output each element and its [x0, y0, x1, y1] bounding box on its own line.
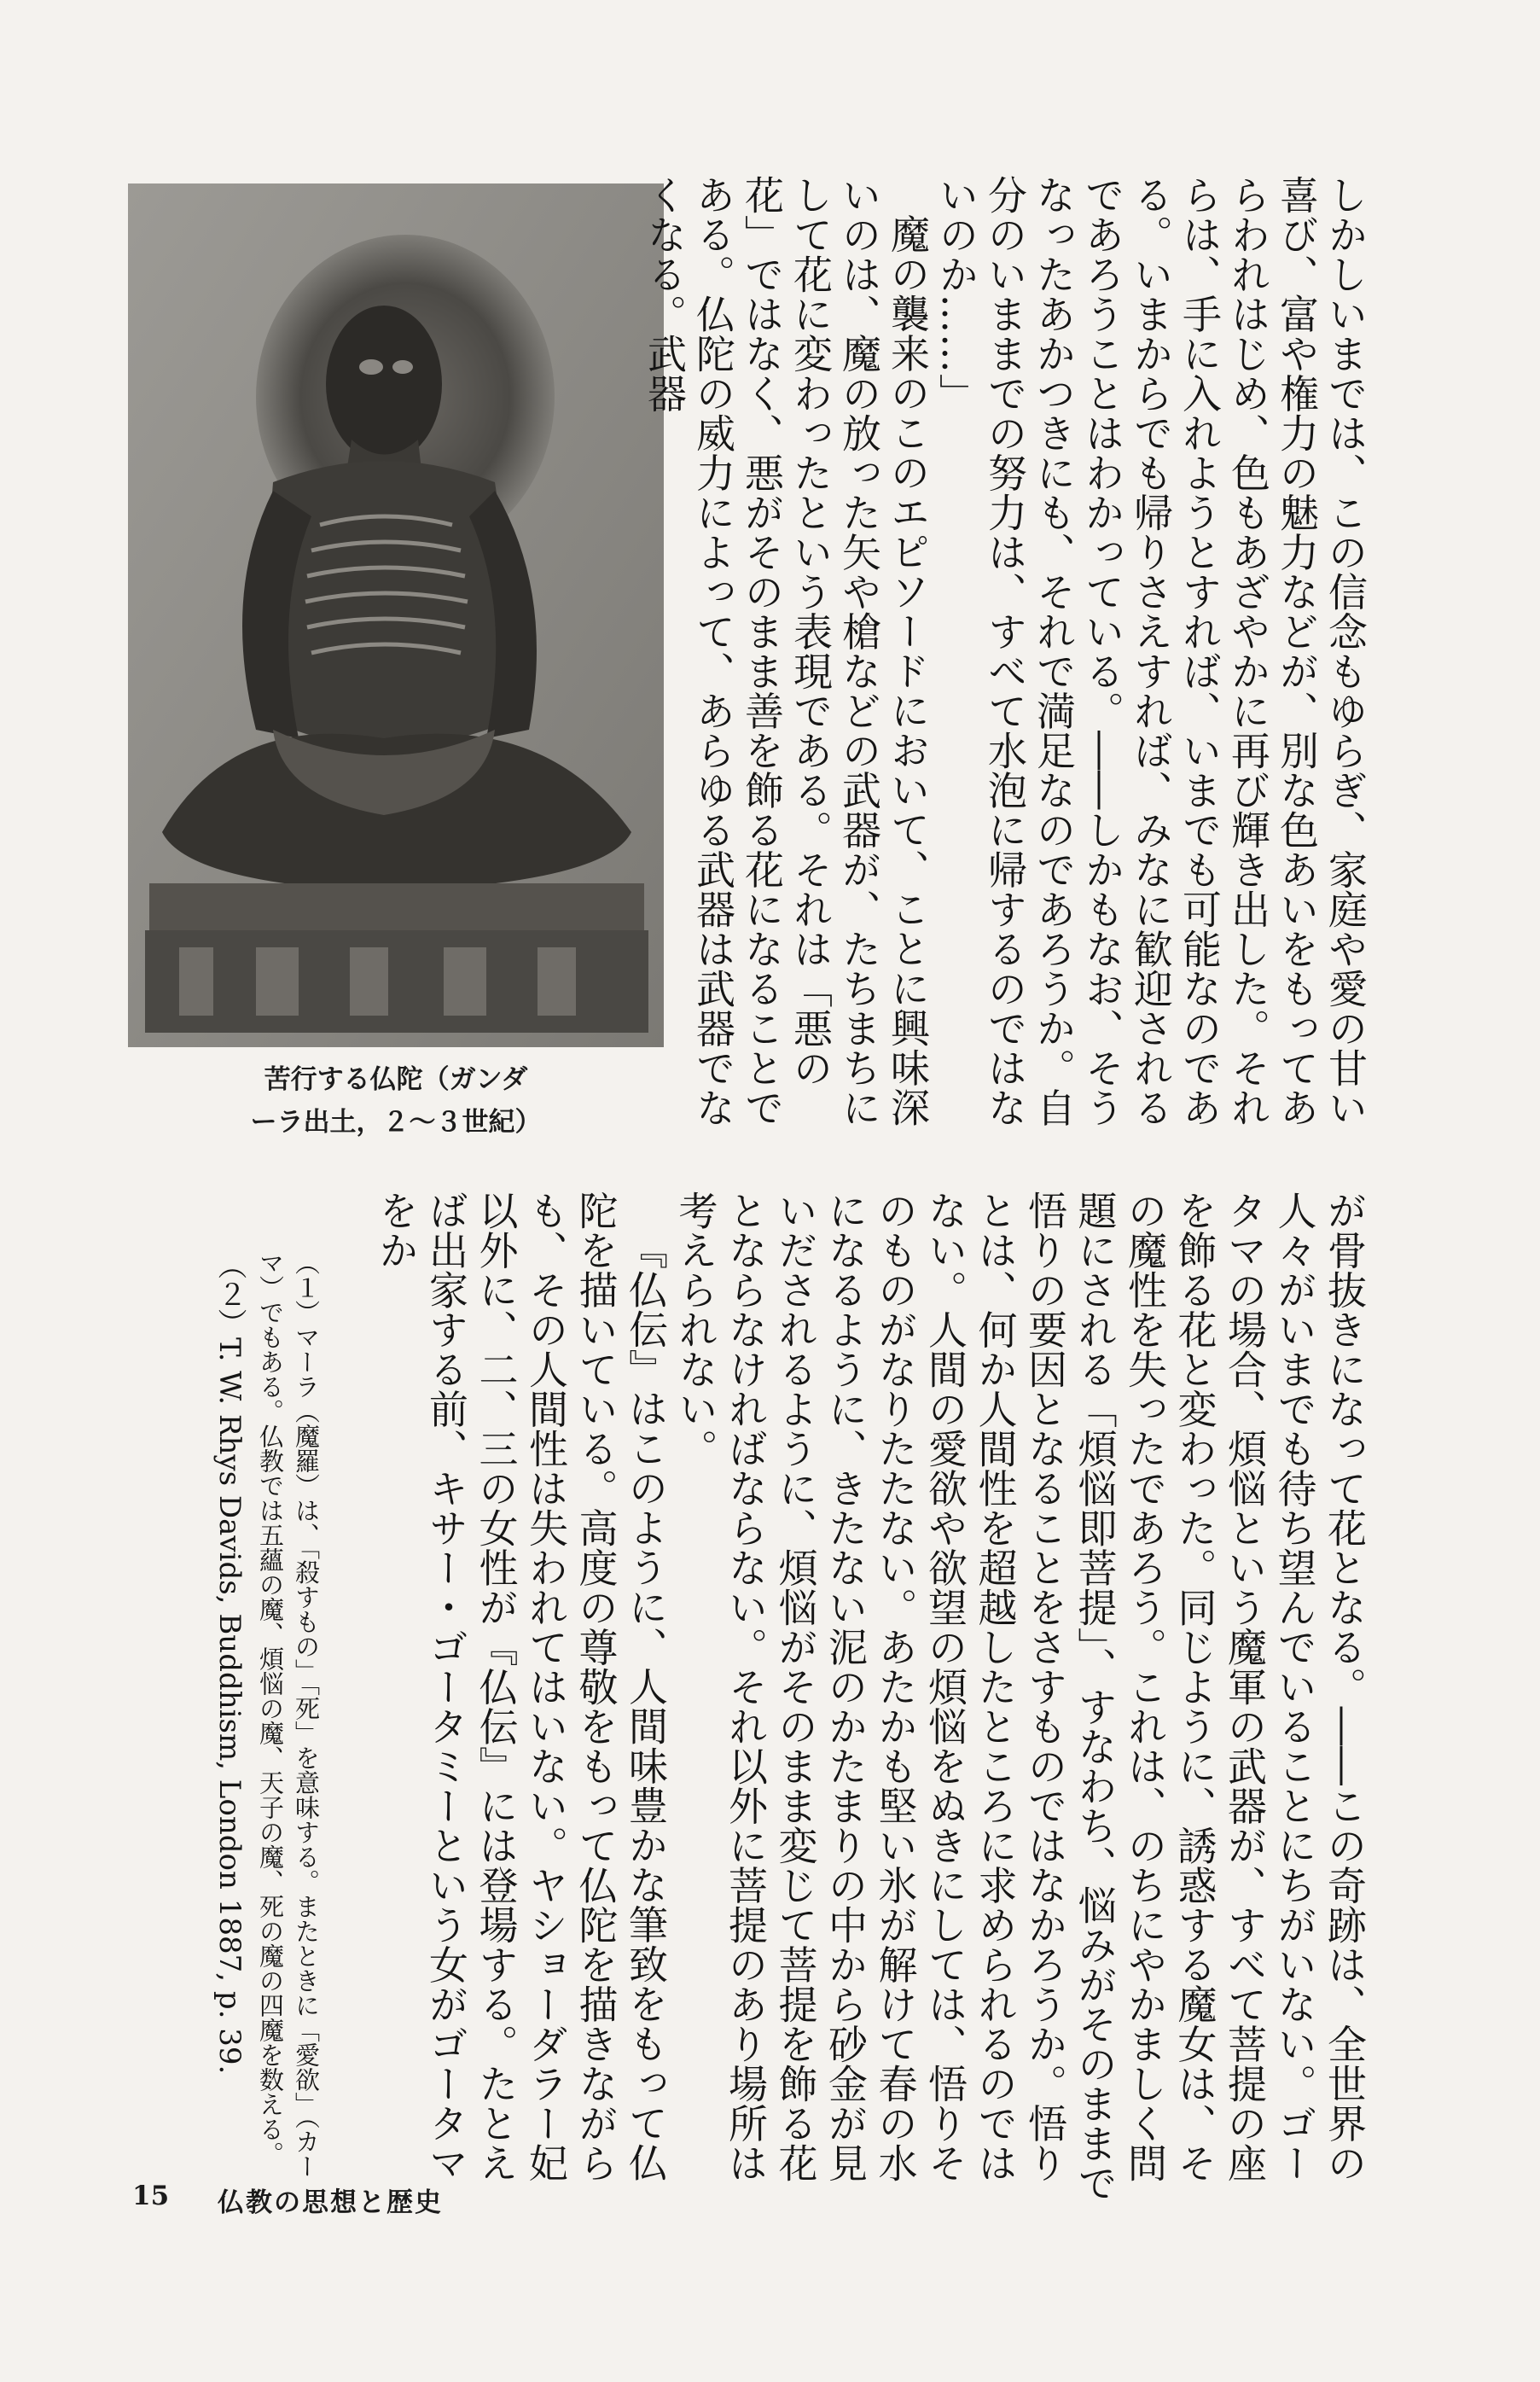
main-text-upper — [642, 175, 1369, 1135]
figure-caption — [128, 1058, 664, 1144]
running-title: 仏教の思想と歴史 — [218, 2187, 443, 2218]
footnote-2: （２）T. W. Rhys Davids, Buddhism, London 1887, p. 39. — [212, 1250, 247, 2075]
page-footer — [132, 2181, 729, 2223]
footnote-1: （１）マーラ（魔羅）は、「殺すもの」「死」を意味する。またときに「愛欲」（カーマ）でもある。仏教では五蘊の魔、煩悩の魔、天子の魔、死の魔の四魔を数える。 — [256, 1250, 321, 2179]
buddha-statue-illustration — [128, 183, 664, 1047]
caption-line-2: ーラ出土，２～３世紀） — [250, 1107, 542, 1138]
fasting-buddha-photo — [128, 183, 664, 1047]
paragraph: しかしいまでは、この信念もゆらぎ、家庭や愛の甘い喜び、富や権力の魅力などが、別な色あいをもってあらわれはじめ、色もあざやかに再び輝き出した。それらは、手に入れようとすれば、いまでも可能なのである。いまからでも帰りさえすれば、みなに歓迎されるであろうことはわかっている。――しかもなお、そうなったあかつきにも、それで満足なのであろうか。自分のいままでの努力は、すべて水泡に帰するのではないのか……」 — [933, 175, 1369, 1127]
page-number: 15 — [132, 2181, 170, 2211]
main-text-lower — [337, 1191, 1369, 2210]
caption-line-1: 苦行する仏陀（ガンダ — [264, 1064, 528, 1095]
footnotes — [154, 1250, 324, 2215]
paragraph: 魔の襲来のこのエピソードにおいて、ことに興味深いのは、魔の放った矢や槍などの武器が、たちまちにして花に変わったという表現である。それは「悪の花」ではなく、悪がそのまま善を飾る花になることである。仏陀の威力によって、あらゆる武器は武器でなくなる。武器 — [642, 175, 931, 1127]
paragraph: 『仏伝』はこのように、人間味豊かな筆致をもって仏陀を描いている。高度の尊敬をもって仏陀を描きながらも、その人間性は失われてはいない。ヤショーダラー妃以外に、二、三の女性が『仏伝』には登場する。たとえば出家する前、キサー・ゴータミーという女がゴータマをか — [373, 1191, 669, 2183]
paragraph: が骨抜きになって花となる。――この奇跡は、全世界の人々がいまでも待ち望んでいることにちがいない。ゴータマの場合、煩悩という魔軍の武器が、すべて菩提の座を飾る花と変わった。同じように、誘惑する魔女は、その魔性を失ったであろう。これは、のちにやかましく問題にされる「煩悩即菩提」、すなわち、悩みがそのままで悟りの要因となることをさすものではなかろうか。悟りとは、何か人間性を超越したところに求められるのではない。人間の愛欲や欲望の煩悩をぬきにしては、悟りそのものがなりたたない。あたかも堅い氷が解けて春の水になるように、きたない泥のかたまりの中から砂金が見いだされるように、煩悩がそのまま変じて菩提を飾る花とならなければならない。それ以外に菩提のあり場所は考えられない。 — [672, 1191, 1368, 2203]
